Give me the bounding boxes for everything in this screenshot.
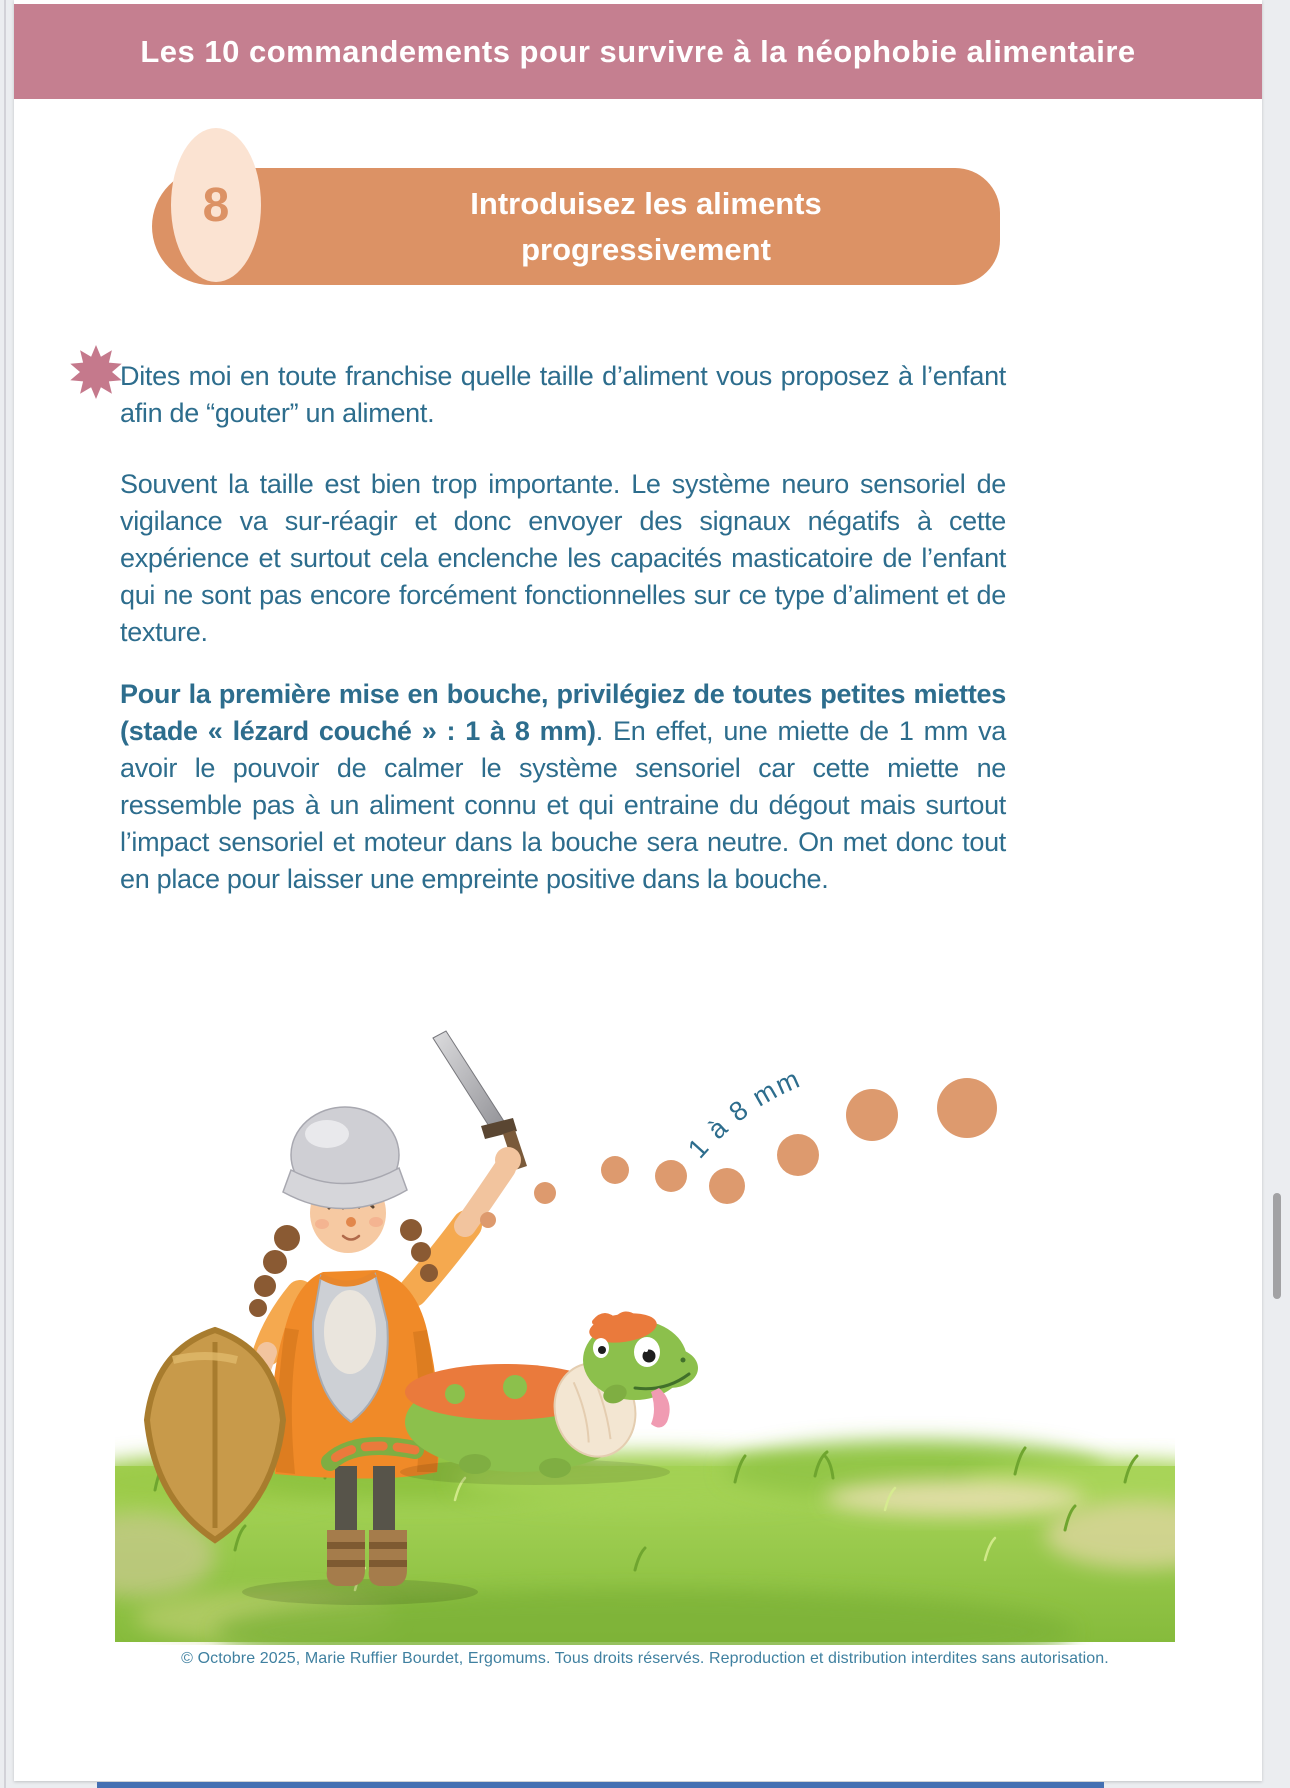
crumb-dot xyxy=(534,1182,556,1204)
crumb-dot xyxy=(601,1156,629,1184)
recommendation-bold: Pour la première mise en bouche, privilégiez de toutes petites miettes (stade « lézard couché » : 1 à 8 mm) xyxy=(120,679,1006,746)
section-number-badge xyxy=(171,128,261,282)
copyright-text: © Octobre 2025, Marie Ruffier Bourdet, Ergomums. Tous droits réservés. Reproduction et distribution interdites sans autorisation. xyxy=(181,1650,1109,1667)
window-left-edge xyxy=(4,0,6,1788)
section-title: Introduisez les aliments progressivement xyxy=(470,185,822,267)
crumb-dot xyxy=(846,1089,898,1141)
crumb-dot xyxy=(655,1160,687,1192)
scrollbar-thumb[interactable] xyxy=(1273,1193,1281,1299)
document-page xyxy=(14,0,1262,1781)
helmet xyxy=(283,1107,407,1209)
crumb-dot xyxy=(709,1168,745,1204)
page-header-band xyxy=(14,4,1262,99)
crumb-dot xyxy=(777,1134,819,1176)
recommendation-rest: . En effet, une miette de 1 mm va avoir le pouvoir de calmer le système sensoriel car cette miette ne ressemble pas à un aliment connu et qui entraine du dégout mais surtout l’impact sensoriel et moteur dans la bouche sera neutre. On met donc tout en place pour laisser une empreinte positive dans la bouche. xyxy=(120,716,1006,894)
paragraph-recommendation xyxy=(120,676,1006,898)
crumb-dot xyxy=(937,1078,997,1138)
star-bullet-icon xyxy=(68,344,124,400)
paragraph-explanation: Souvent la taille est bien trop importante. Le système neuro sensoriel de vigilance va sur-réagir et donc envoyer des signaux négatifs à cette expérience et surtout cela enclenche les capacités masticatoire de l’enfant qui ne sont pas encore forcément fonctionnelles sur ce type d’aliment et de texture. xyxy=(120,469,1006,647)
section-number: 8 xyxy=(202,178,230,232)
crumb-dot xyxy=(480,1212,496,1228)
paragraph-intro: Dites moi en toute franchise quelle taille d’aliment vous proposez à l’enfant afin de “gouter” un aliment. xyxy=(120,361,1006,428)
section-banner xyxy=(152,168,1000,285)
document-title: Les 10 commandements pour survivre à la néophobie alimentaire xyxy=(140,33,1136,69)
next-page-top-edge xyxy=(97,1782,1104,1788)
knight-lizard-illustration xyxy=(115,1030,1175,1645)
size-label: 1 à 8 mm xyxy=(682,1063,806,1164)
